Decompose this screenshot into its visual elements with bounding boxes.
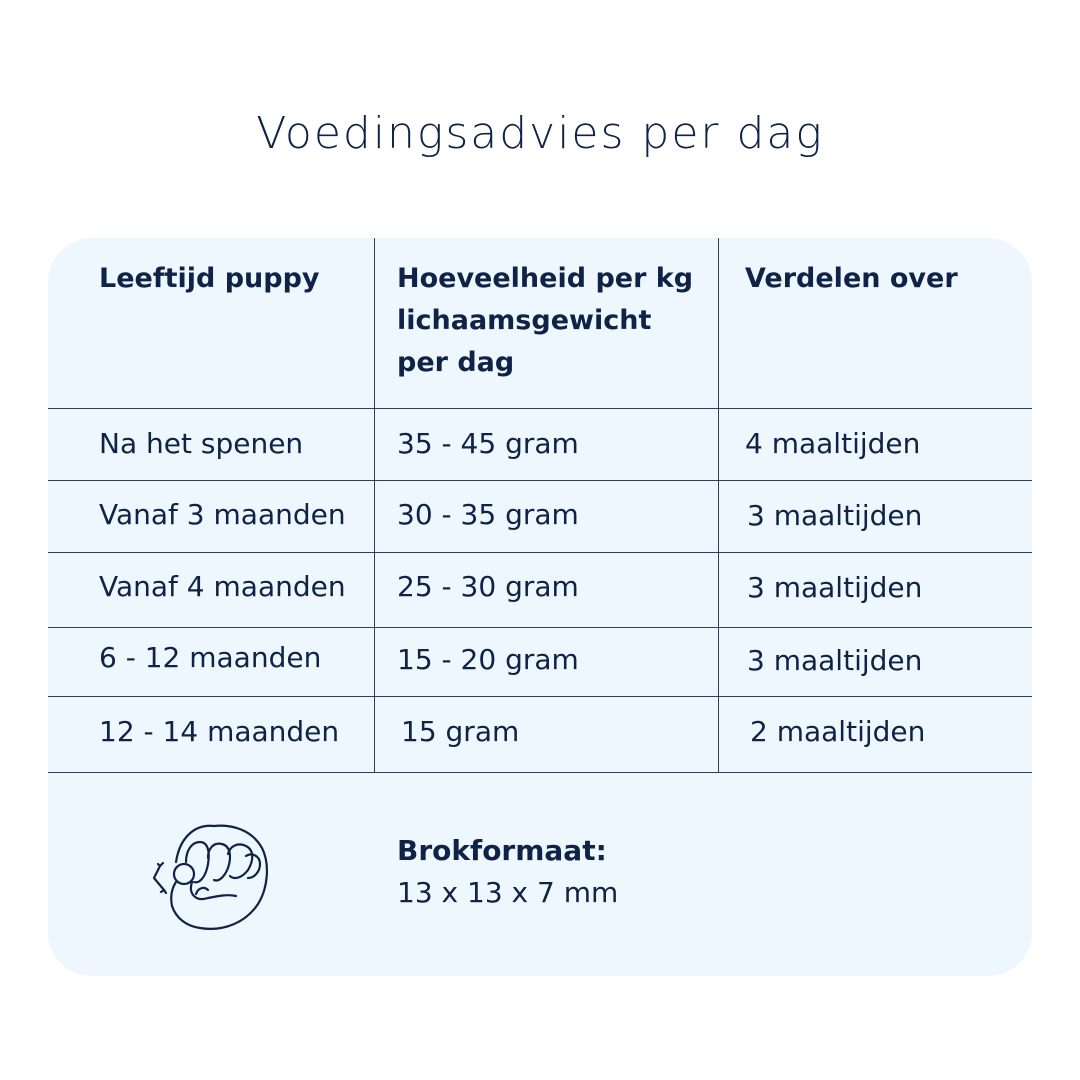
kibble-size-label: Brokformaat: (397, 834, 607, 867)
column-divider (718, 238, 719, 772)
table-cell-amount: 25 - 30 gram (397, 570, 579, 603)
table-cell-meals: 3 maaltijden (747, 499, 923, 532)
table-cell-age: 6 - 12 maanden (99, 641, 322, 674)
table-cell-amount: 15 - 20 gram (397, 643, 579, 676)
row-divider (48, 772, 1032, 773)
column-divider (374, 238, 375, 772)
table-cell-meals: 3 maaltijden (747, 644, 923, 677)
table-cell-meals: 3 maaltijden (747, 571, 923, 604)
row-divider (48, 696, 1032, 697)
table-cell-age: 12 - 14 maanden (99, 715, 340, 748)
row-divider (48, 408, 1032, 409)
table-cell-age: Vanaf 3 maanden (99, 498, 346, 531)
header-meals: Verdelen over (745, 263, 958, 294)
row-divider (48, 552, 1032, 553)
row-divider (48, 480, 1032, 481)
table-cell-amount: 35 - 45 gram (397, 427, 579, 460)
row-divider (48, 627, 1032, 628)
table-cell-meals: 2 maaltijden (750, 715, 926, 748)
table-cell-amount: 15 gram (401, 715, 520, 748)
page-title: Voedingsadvies per dag (256, 108, 824, 159)
table-cell-amount: 30 - 35 gram (397, 498, 579, 531)
feeding-table-card (48, 238, 1032, 976)
table-cell-age: Vanaf 4 maanden (99, 570, 346, 603)
header-amount (397, 258, 693, 384)
header-amount-line: Hoeveelheid per kg (397, 263, 694, 294)
kibble-size-value: 13 x 13 x 7 mm (397, 876, 619, 909)
table-cell-meals: 4 maaltijden (745, 427, 921, 460)
header-amount-line: lichaamsgewicht (397, 305, 652, 336)
hand-holding-kibble-icon (136, 818, 276, 938)
header-amount-line: per dag (397, 347, 515, 378)
table-cell-age: Na het spenen (99, 427, 304, 460)
header-age: Leeftijd puppy (99, 263, 320, 294)
